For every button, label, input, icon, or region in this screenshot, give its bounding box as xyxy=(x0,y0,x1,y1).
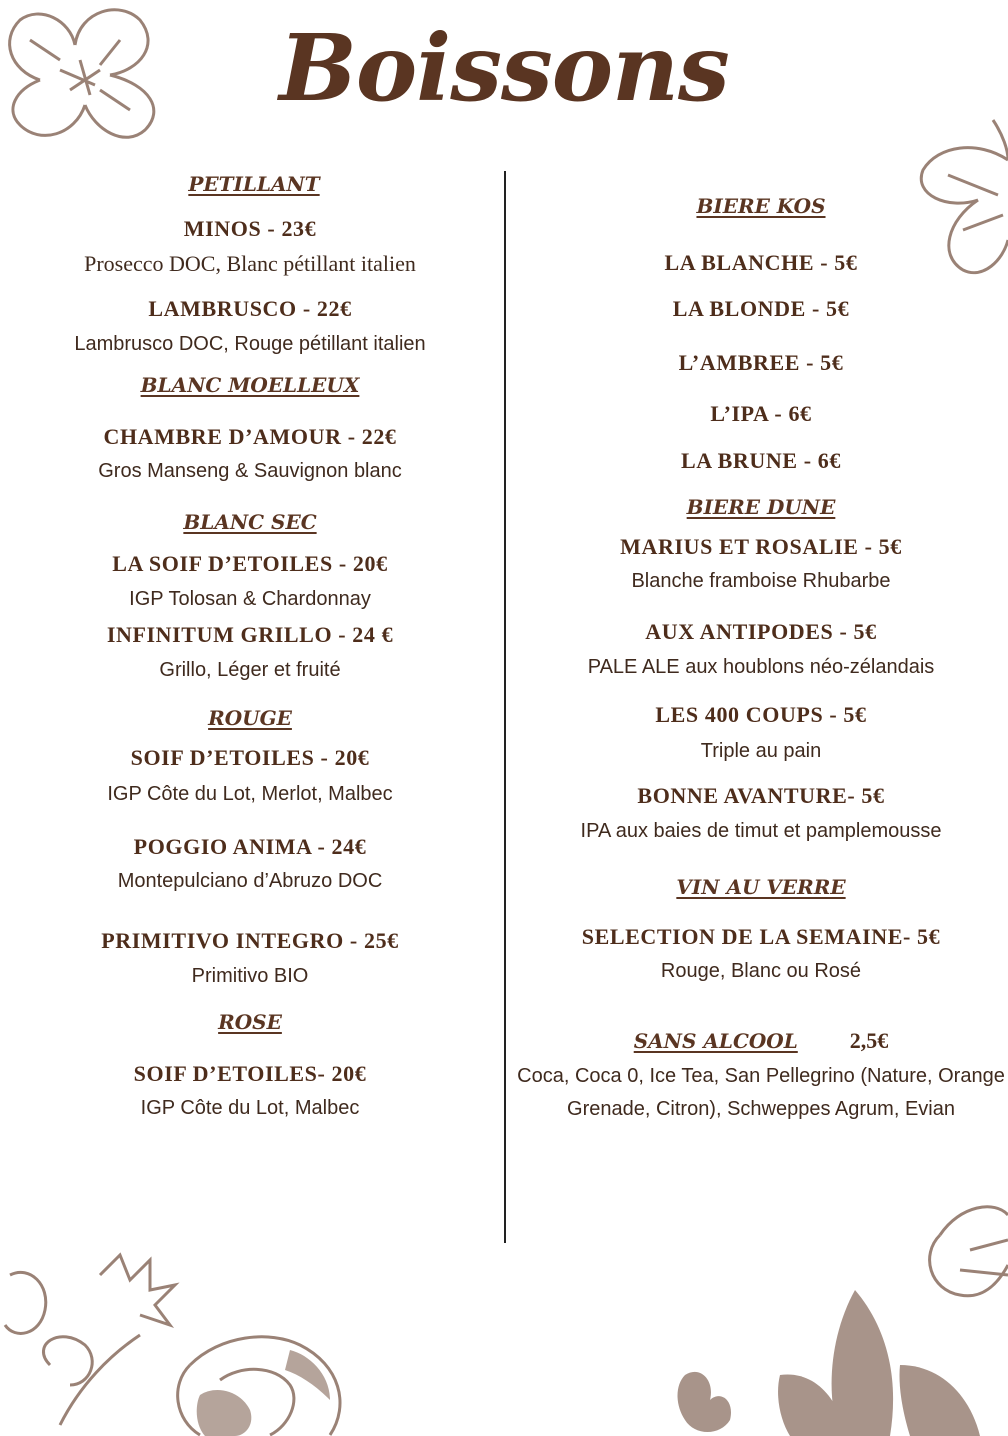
menu-item-name: SOIF D’ETOILES - 20€ xyxy=(130,745,370,770)
section-heading-blanc-moelleux: BLANC MOELLEUX xyxy=(140,373,360,397)
menu-item-description: Triple au pain xyxy=(700,740,822,762)
menu-item-description: IGP Tolosan & Chardonnay xyxy=(129,588,371,610)
section-heading-petillant: PETILLANT xyxy=(188,172,320,196)
menu-item-name: LA BLANCHE - 5€ xyxy=(664,250,858,275)
menu-item-name: SOIF D’ETOILES- 20€ xyxy=(133,1061,367,1086)
menu-item-name: CHAMBRE D’AMOUR - 22€ xyxy=(103,424,397,449)
section-heading-rose: ROSE xyxy=(218,1010,282,1034)
menu-item-description: Coca, Coca 0, Ice Tea, San Pellegrino (Nature, Orange xyxy=(517,1065,1005,1087)
menu-item-name: LA SOIF D’ETOILES - 20€ xyxy=(112,551,388,576)
menu-item-description: IGP Côte du Lot, Merlot, Malbec xyxy=(107,783,393,805)
menu-item-description: Prosecco DOC, Blanc pétillant italien xyxy=(84,251,416,276)
menu-item-description: Grillo, Léger et fruité xyxy=(159,659,341,681)
menu-item-description: Gros Manseng & Sauvignon blanc xyxy=(98,460,402,482)
menu-item-description: PALE ALE aux houblons néo-zélandais xyxy=(587,656,935,678)
section-heading-vin-au-verre: VIN AU VERRE xyxy=(676,875,846,899)
section-heading-rouge: ROUGE xyxy=(208,706,292,730)
menu-item-name: LAMBRUSCO - 22€ xyxy=(148,296,352,321)
menu-item-name: POGGIO ANIMA - 24€ xyxy=(133,834,367,859)
column-divider xyxy=(504,171,506,1243)
menu-item-description: Rouge, Blanc ou Rosé xyxy=(660,960,862,982)
menu-item-description: IGP Côte du Lot, Malbec xyxy=(140,1097,360,1119)
menu-item-name: LES 400 COUPS - 5€ xyxy=(655,702,867,727)
menu-item-description: Primitivo BIO xyxy=(191,965,309,987)
menu-item-name: LA BRUNE - 6€ xyxy=(681,448,841,473)
flower-bottom-left-decoration xyxy=(0,1235,380,1436)
menu-item-name: BONNE AVANTURE- 5€ xyxy=(637,783,885,808)
menu-item-name: AUX ANTIPODES - 5€ xyxy=(645,619,877,644)
sans-alcool-price: 2,5€ xyxy=(849,1028,889,1053)
menu-item-name: L’AMBREE - 5€ xyxy=(678,350,844,375)
flower-bottom-right-decoration xyxy=(640,1195,1008,1436)
section-heading-sans-alcool: SANS ALCOOL xyxy=(633,1029,798,1053)
menu-item-description: Blanche framboise Rhubarbe xyxy=(631,570,891,592)
menu-item-name: LA BLONDE - 5€ xyxy=(672,296,850,321)
sans-alcool-heading-row xyxy=(514,1028,1008,1054)
menu-item-name: INFINITUM GRILLO - 24 € xyxy=(106,622,394,647)
section-heading-biere-dune: BIERE DUNE xyxy=(686,495,836,519)
menu-item-name: SELECTION DE LA SEMAINE- 5€ xyxy=(581,924,941,949)
page-title: Boissons xyxy=(279,14,729,122)
menu-item-name: MINOS - 23€ xyxy=(183,216,317,241)
menu-item-name: MARIUS ET ROSALIE - 5€ xyxy=(620,534,902,559)
menu-item-name: L’IPA - 6€ xyxy=(710,401,812,426)
menu-item-name: PRIMITIVO INTEGRO - 25€ xyxy=(101,928,399,953)
menu-item-description: IPA aux baies de timut et pamplemousse xyxy=(580,820,942,842)
section-heading-blanc-sec: BLANC SEC xyxy=(183,510,317,534)
menu-item-description: Grenade, Citron), Schweppes Agrum, Evian xyxy=(567,1098,955,1120)
menu-item-description: Montepulciano d’Abruzo DOC xyxy=(117,870,383,892)
menu-item-description: Lambrusco DOC, Rouge pétillant italien xyxy=(74,333,426,355)
section-heading-biere-kos: BIERE KOS xyxy=(696,194,826,218)
